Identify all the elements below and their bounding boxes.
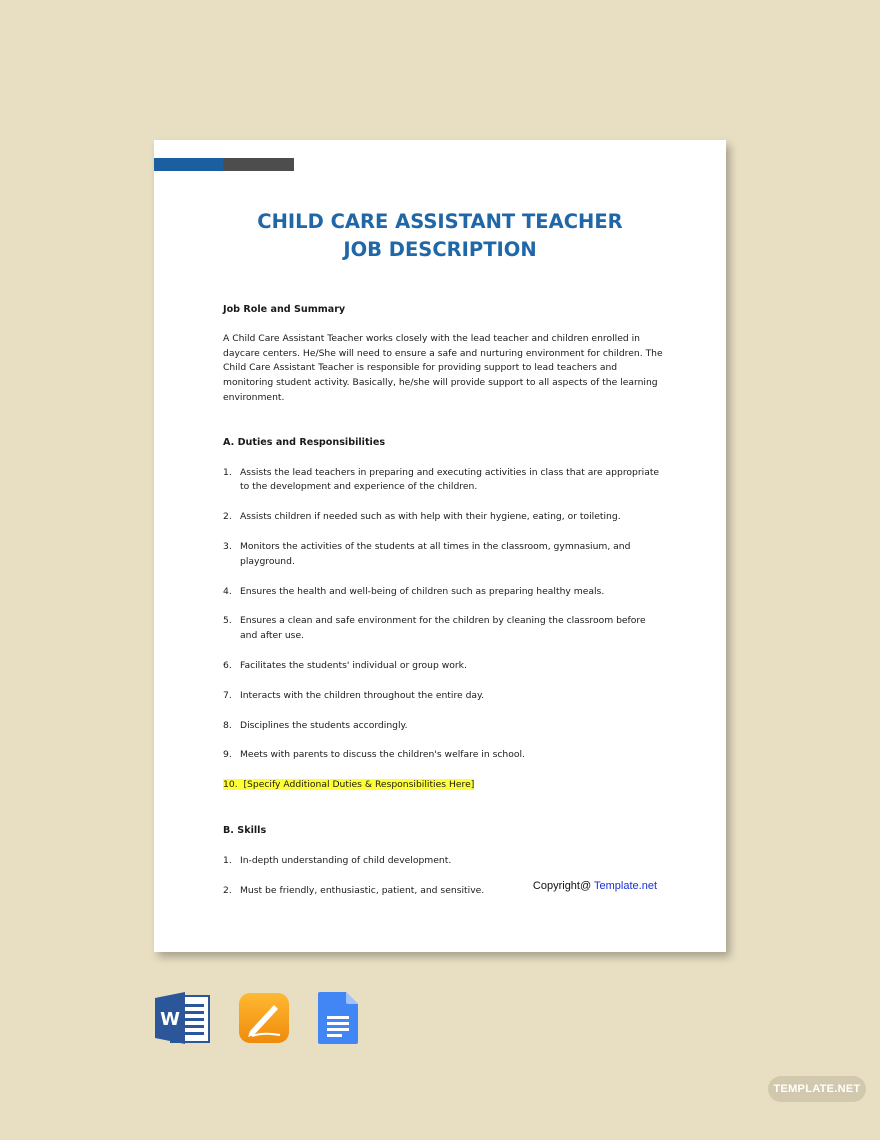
word-icon[interactable]	[155, 992, 211, 1044]
list-item	[223, 466, 663, 496]
document-page	[154, 140, 726, 952]
title-line-1: CHILD CARE ASSISTANT TEACHER	[257, 210, 623, 233]
list-item-placeholder	[223, 778, 663, 793]
template-net-badge[interactable]: TEMPLATE.NET	[768, 1076, 866, 1102]
list-number: 2.	[223, 511, 232, 523]
list-text: Disciplines the students accordingly.	[240, 719, 408, 731]
summary-text: A Child Care Assistant Teacher works closely with the lead teacher and children enrolled in daycare centers. He/She will need to ensure a safe and nurturing environment for children. The Child Care Assistant Teacher is responsible for providing support to lead teachers and monitoring student activity. Basically, he/she will provide support to all aspects of the learning environment.	[223, 332, 663, 403]
list-text: Meets with parents to discuss the children's welfare in school.	[240, 749, 525, 761]
google-docs-icon[interactable]	[318, 992, 360, 1044]
copyright-link[interactable]: Template.net	[594, 880, 657, 892]
list-number: 2.	[223, 884, 232, 896]
list-item	[223, 510, 663, 525]
list-number: 10.	[223, 779, 238, 791]
accent-bar-gray	[223, 158, 294, 171]
highlighted-placeholder	[223, 779, 474, 790]
list-text: In-depth understanding of child development.	[240, 854, 452, 866]
list-item	[223, 748, 663, 763]
document-body	[223, 303, 663, 898]
summary-heading: Job Role and Summary	[223, 304, 346, 315]
accent-bar-blue	[154, 158, 223, 171]
list-text: Assists the lead teachers in preparing and executing activities in class that are appropriate to the development and experience of the children.	[240, 466, 660, 493]
list-text: Ensures a clean and safe environment for the children by cleaning the classroom before and after use.	[240, 615, 646, 642]
list-text: Assists children if needed such as with help with their hygiene, eating, or toileting.	[240, 511, 621, 523]
document-title	[154, 208, 726, 264]
list-text: Facilitates the students' individual or group work.	[240, 659, 467, 671]
list-number: 9.	[223, 749, 232, 761]
list-text: Monitors the activities of the students at all times in the classroom, gymnasium, and playground.	[240, 540, 631, 567]
list-number: 5.	[223, 615, 232, 627]
list-number: 8.	[223, 719, 232, 731]
list-item	[223, 659, 663, 674]
list-text: Must be friendly, enthusiastic, patient, and sensitive.	[240, 884, 485, 896]
list-number: 3.	[223, 540, 232, 552]
title-line-2: JOB DESCRIPTION	[343, 238, 537, 261]
list-number: 1.	[223, 854, 232, 866]
list-text: Ensures the health and well-being of children such as preparing healthy meals.	[240, 585, 605, 597]
list-item	[223, 719, 663, 734]
list-item	[223, 540, 663, 570]
list-text: Interacts with the children throughout the entire day.	[240, 689, 485, 701]
list-item	[223, 689, 663, 704]
list-text: [Specify Additional Duties & Responsibilities Here]	[243, 779, 475, 791]
list-number: 6.	[223, 659, 232, 671]
list-number: 7.	[223, 689, 232, 701]
list-item	[223, 854, 663, 869]
copyright-notice	[533, 880, 657, 892]
skills-heading: B. Skills	[223, 824, 267, 836]
list-item	[223, 585, 663, 600]
list-item	[223, 614, 663, 644]
copyright-prefix: Copyright@	[532, 880, 595, 892]
duties-list	[223, 466, 663, 793]
word-letter: W	[160, 1009, 180, 1030]
duties-heading: A. Duties and Responsibilities	[223, 436, 386, 448]
pages-icon[interactable]	[238, 992, 290, 1044]
list-number: 1.	[223, 466, 232, 478]
list-number: 4.	[223, 585, 232, 597]
